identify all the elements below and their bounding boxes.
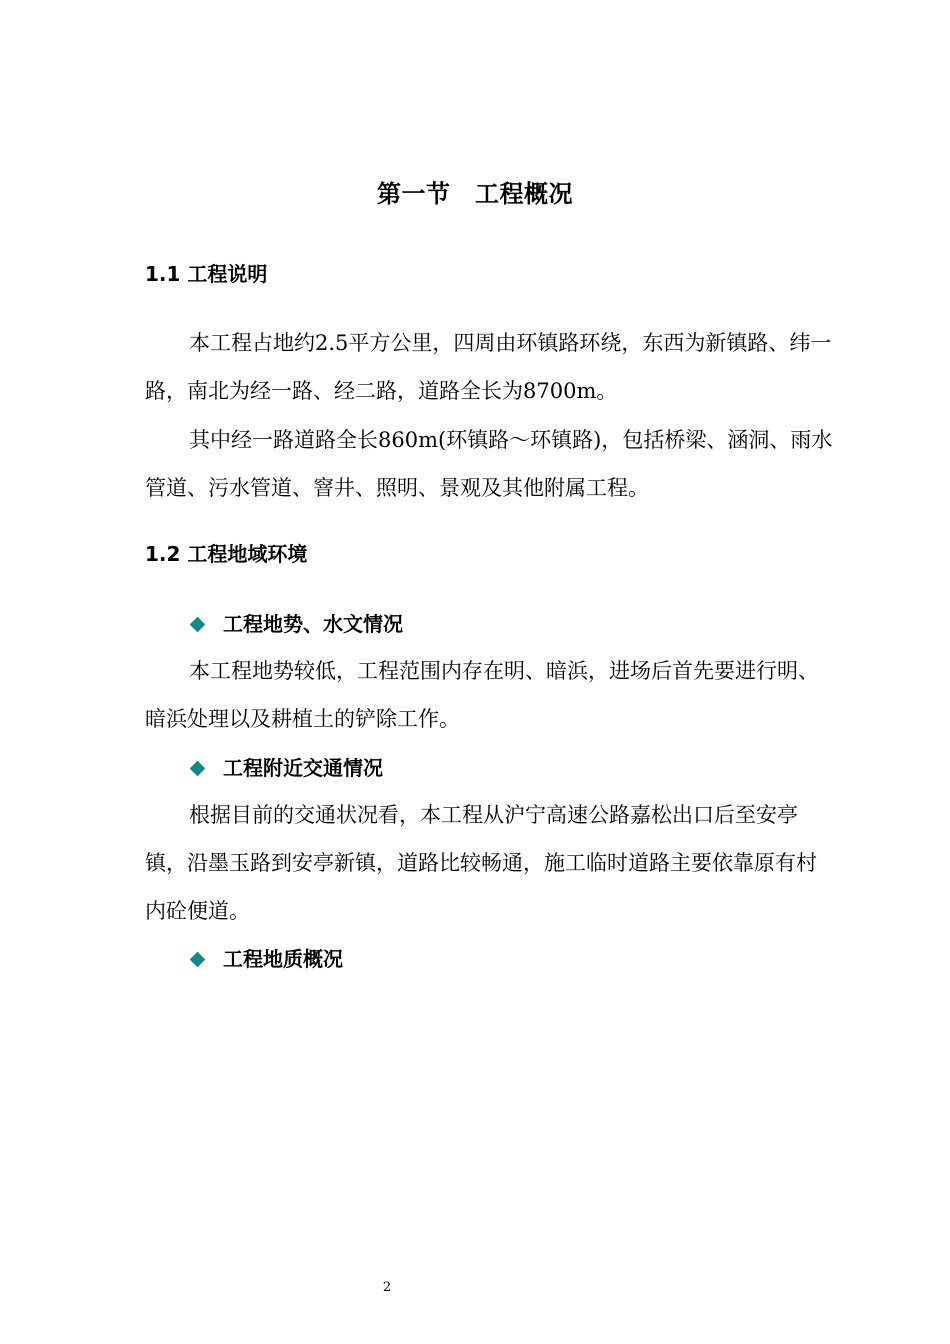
subsection-title: 工程地势、水文情况 [223, 612, 403, 636]
subsection-heading-terrain [188, 608, 403, 640]
paragraph-1-1-a: 本工程占地约2.5平方公里，四周由环镇路环绕，东西为新镇路、纬一路，南北为经一路、经二路，道路全长为8700m。 [145, 331, 832, 403]
diamond-bullet-icon [190, 616, 206, 632]
page-title: 第一节 工程概况 [377, 180, 573, 208]
diamond-bullet-icon [190, 760, 206, 776]
page-number: 2 [382, 1280, 392, 1295]
diamond-bullet-icon [190, 951, 206, 967]
paragraph-traffic: 根据目前的交通状况看，本工程从沪宁高速公路嘉松出口后至安亭镇，沿墨玉路到安亭新镇，道路比较畅通，施工临时道路主要依靠原有村内砼便道。 [145, 803, 817, 923]
subsection-title: 工程地质概况 [223, 947, 343, 971]
section-heading-1-2: 1.2 工程地域环境 [145, 542, 308, 566]
paragraph-terrain: 本工程地势较低，工程范围内存在明、暗浜，进场后首先要进行明、暗浜处理以及耕植土的铲除工作。 [145, 659, 819, 731]
subsection-heading-traffic [188, 752, 383, 784]
section-heading-1-1: 1.1 工程说明 [145, 262, 268, 286]
subsection-heading-geology [188, 943, 343, 975]
subsection-title: 工程附近交通情况 [223, 756, 383, 780]
paragraph-1-1-b: 其中经一路道路全长860m(环镇路～环镇路)，包括桥梁、涵洞、雨水管道、污水管道、窨井、照明、景观及其他附属工程。 [145, 428, 833, 500]
